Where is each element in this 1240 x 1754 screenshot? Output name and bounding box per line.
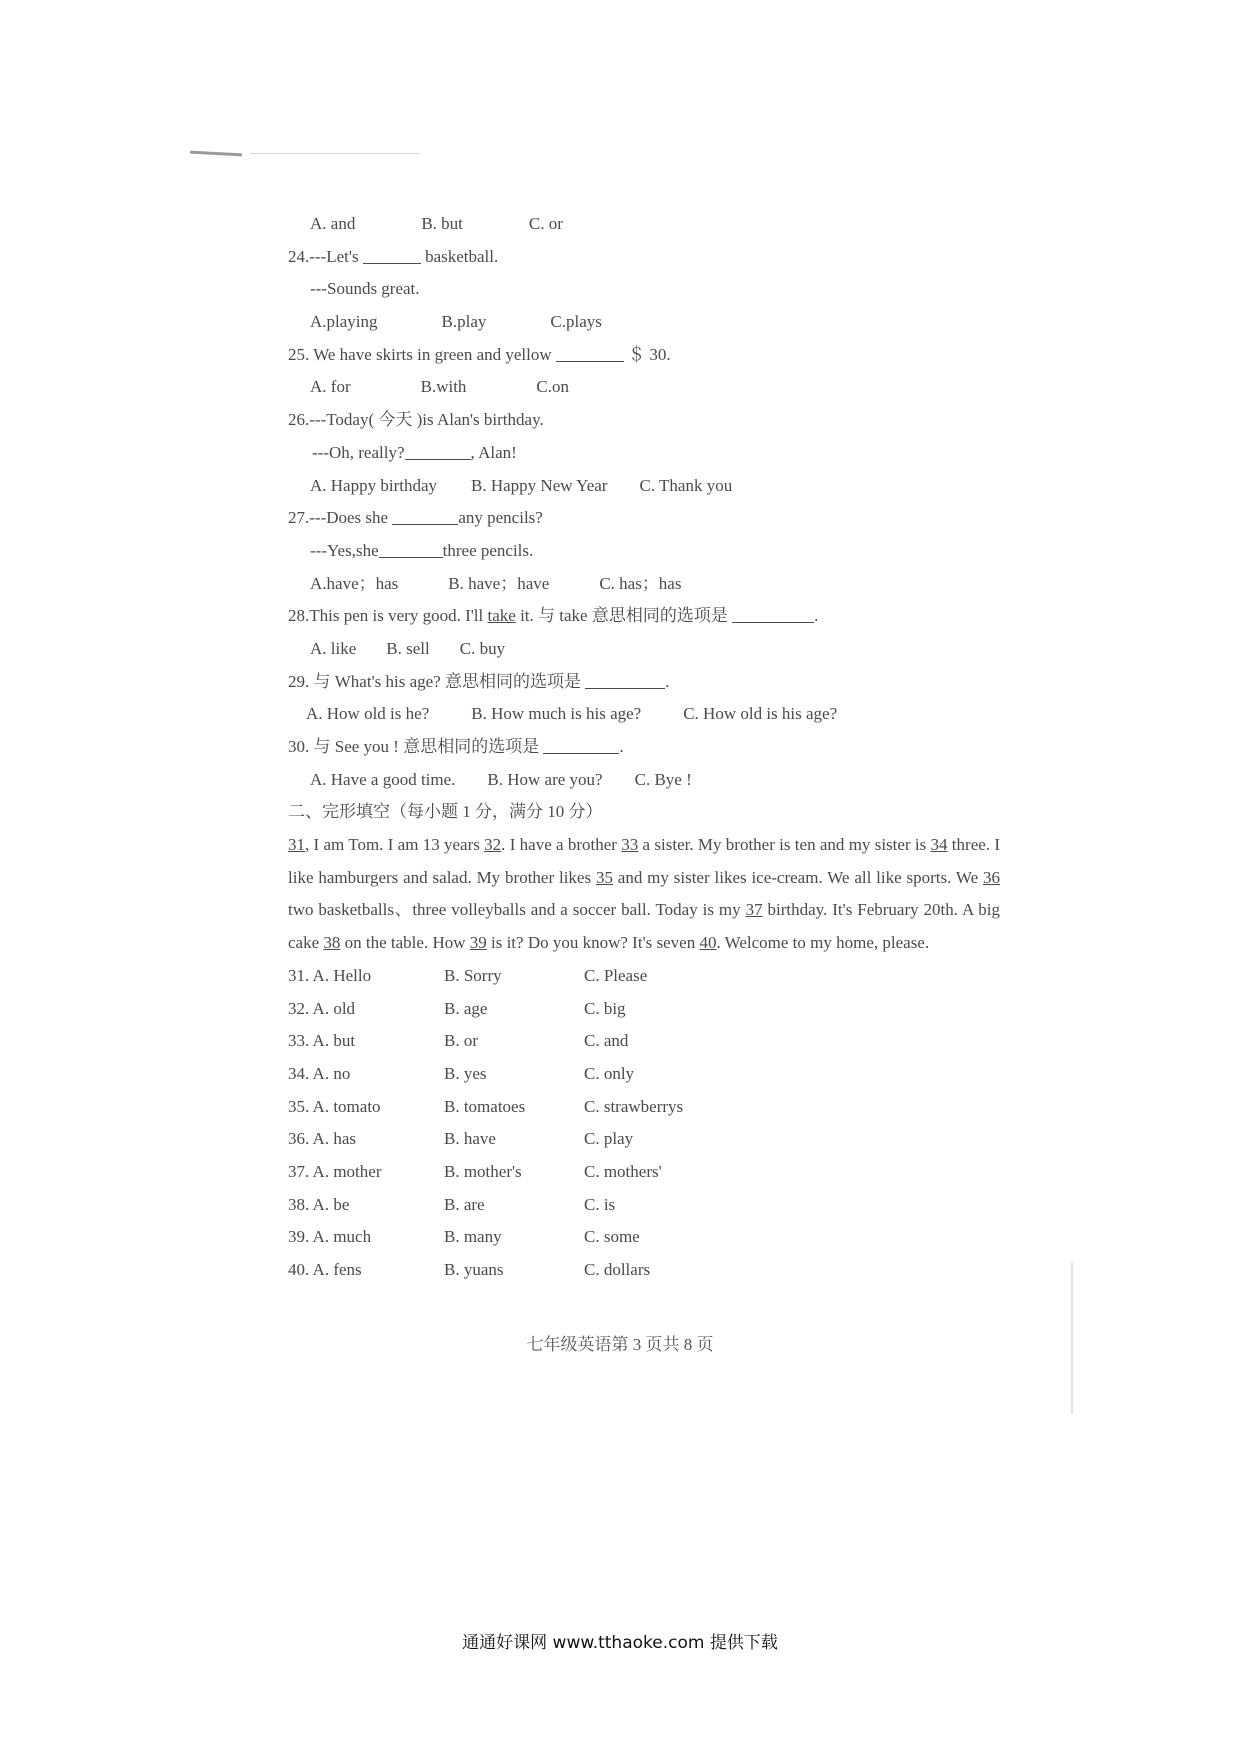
answer-blank: [379, 539, 443, 558]
blank-number: 36: [983, 867, 1000, 887]
cloze-option-row: 35. A. tomato B. tomatoes C. strawberrys: [288, 1096, 684, 1116]
option-a: A. Have a good time.: [310, 769, 456, 789]
q26-stem: 26.---Today( 今天 )is Alan's birthday.: [288, 410, 544, 430]
blank-number: 31: [288, 835, 305, 855]
cloze-option-row: 34. A. no B. yes C. only: [288, 1063, 635, 1083]
answer-blank: [543, 735, 619, 754]
q27-options: [288, 568, 1000, 601]
cloze-passage: 31, I am Tom. I am 13 years 32. I have a brother 33 a sister. My brother is ten and my sister is 34 three. I like hamburgers and salad. My brother likes 35 and my sister likes ice-cream. We all like sports. We 36 two basketballs、three volleyballs and a soccer ball. Today is my 37 birthday. It's February 20th. A big cake 38 on the table. How 39 is it? Do you know? It's seven 40. Welcome to my home, please.: [288, 835, 1001, 953]
exam-page-content: [288, 208, 1000, 1287]
q24-options: [288, 306, 1000, 339]
blank-number: 40: [699, 933, 717, 953]
option-c: C. has；has: [599, 573, 682, 593]
cloze-option-row: 31. A. Hello B. Sorry C. Please: [288, 965, 648, 985]
q23-options: [288, 208, 1000, 241]
option-c: C. Thank you: [639, 475, 733, 495]
cloze-option-row: 32. A. old B. age C. big: [288, 998, 626, 1018]
cloze-option-row: 38. A. be B. are C. is: [288, 1194, 616, 1214]
cloze-option-row: 40. A. fens B. yuans C. dollars: [288, 1260, 651, 1280]
option-b: B. have；have: [448, 573, 550, 593]
underlined-word: take: [487, 606, 516, 626]
option-c: C.plays: [550, 312, 602, 332]
cloze-options: [288, 960, 1000, 1287]
option-b: B. but: [421, 214, 463, 233]
cloze-option-row: 37. A. mother B. mother's C. mothers': [288, 1162, 662, 1181]
q24-reply: ---Sounds great.: [310, 279, 420, 299]
answer-blank: [405, 441, 471, 460]
blank-number: 32: [484, 835, 502, 855]
q26-reply: ---Oh, really? , Alan!: [312, 442, 517, 462]
watermark-text: 通通好课网 www.tthaoke.com 提供下载: [462, 1633, 778, 1653]
q25-stem: 25. We have skirts in green and yellow ＄ 30.: [288, 344, 671, 364]
blank-number: 34: [930, 835, 948, 855]
option-c: C. buy: [459, 638, 506, 658]
answer-blank: [556, 343, 624, 362]
option-a: A.have；has: [310, 573, 399, 593]
q27-reply: ---Yes,she three pencils.: [310, 540, 534, 560]
option-a: A. Happy birthday: [310, 475, 438, 495]
option-a: A. How old is he?: [306, 704, 430, 724]
q28-stem: 28.This pen is very good. I'll take it. 与 take 意思相同的选项是 .: [288, 606, 819, 626]
option-c: C.on: [536, 377, 570, 397]
option-a: A.playing: [310, 312, 378, 332]
option-b: B. How much is his age?: [471, 704, 642, 724]
q27-stem: 27.---Does she any pencils?: [288, 508, 543, 528]
q28-options: [288, 633, 1000, 666]
q29-stem: 29. 与 What's his age? 意思相同的选项是 .: [288, 671, 670, 691]
scan-artifact: [250, 153, 420, 154]
blank-number: 33: [621, 835, 639, 855]
option-c: C. How old is his age?: [683, 704, 838, 724]
q24-stem: 24.---Let's basketball.: [288, 246, 499, 266]
option-a: A. and: [310, 214, 356, 233]
q30-stem: 30. 与 See you ! 意思相同的选项是 .: [288, 737, 624, 756]
q26-options: [288, 470, 1000, 503]
option-b: B.with: [420, 377, 467, 397]
blank-number: 37: [745, 900, 763, 920]
section-title: 二、完形填空（每小题 1 分，满分 10 分）: [288, 802, 603, 822]
option-b: B. How are you?: [487, 769, 603, 789]
option-b: B.play: [441, 312, 487, 332]
option-b: B. sell: [386, 638, 430, 658]
cloze-option-row: 36. A. has B. have C. play: [288, 1129, 634, 1149]
scan-artifact: [190, 151, 242, 157]
option-b: B. Happy New Year: [471, 475, 608, 495]
q25-options: [288, 371, 1000, 404]
q29-options: [288, 698, 1000, 731]
answer-blank: [732, 604, 814, 623]
blank-number: 39: [469, 933, 487, 953]
option-c: C. Bye !: [634, 769, 692, 789]
option-a: A. like: [310, 638, 357, 658]
cloze-option-row: 39. A. much B. many C. some: [288, 1227, 640, 1247]
blank-number: 38: [323, 933, 341, 953]
q30-options: [288, 764, 1000, 797]
cloze-option-row: 33. A. but B. or C. and: [288, 1031, 629, 1051]
option-c: C. or: [528, 214, 563, 233]
option-a: A. for: [310, 377, 351, 397]
page-footer: 七年级英语第 3 页共 8 页: [526, 1335, 714, 1354]
answer-blank: [363, 245, 421, 264]
answer-blank: [585, 670, 665, 689]
answer-blank: [392, 506, 458, 525]
blank-number: 35: [595, 867, 613, 887]
